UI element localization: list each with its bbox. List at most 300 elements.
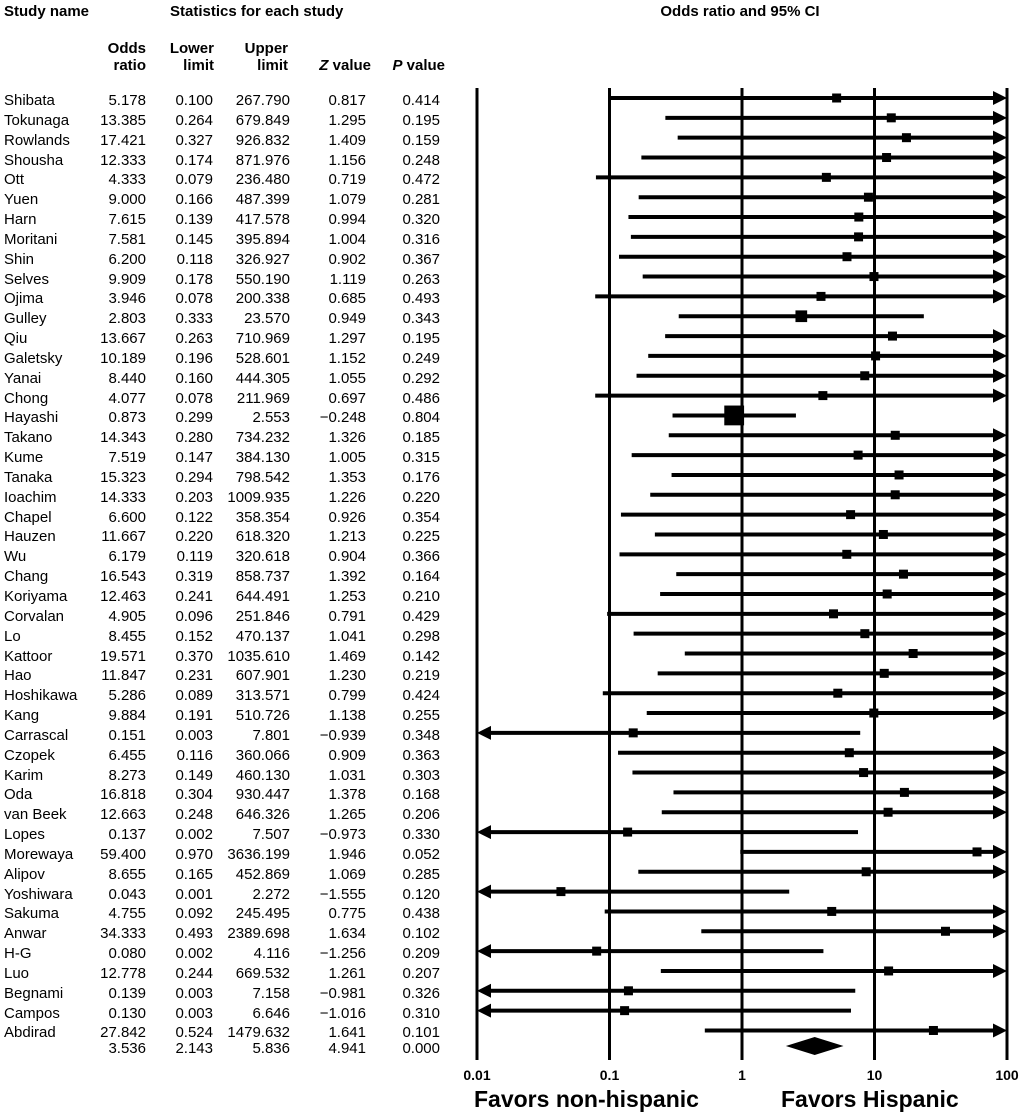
- upper-limit: 211.969: [236, 389, 290, 407]
- p-value: 0.168: [402, 786, 440, 804]
- upper-limit: 930.447: [235, 786, 290, 804]
- point-estimate: [854, 451, 863, 460]
- upper-limit: 6.646: [252, 1004, 290, 1022]
- ci-arrow-right: [993, 389, 1007, 403]
- odds-ratio: 19.571: [100, 647, 146, 665]
- lower-limit: 0.145: [175, 230, 213, 248]
- study-name: Corvalan: [4, 607, 65, 625]
- upper-limit: 646.326: [235, 806, 290, 824]
- p-value: 0.316: [402, 230, 440, 248]
- odds-ratio: 10.189: [100, 349, 146, 367]
- point-estimate: [869, 272, 878, 281]
- upper-limit: 313.571: [235, 687, 290, 705]
- study-name: Kume: [4, 449, 44, 467]
- x-tick-label: 10: [866, 1067, 883, 1083]
- ci-arrow-right: [993, 111, 1007, 125]
- z-value: 0.902: [328, 250, 366, 268]
- ci-arrow-right: [993, 666, 1007, 680]
- ci-arrow-right: [993, 865, 1007, 879]
- z-value: 1.069: [328, 865, 366, 883]
- z-value: 1.156: [328, 151, 366, 169]
- favors-left-label: Favors non-hispanic: [474, 1086, 699, 1112]
- odds-header-line2: ratio: [113, 57, 146, 74]
- plot-title-header: Odds ratio and 95% CI: [660, 3, 820, 20]
- z-value: 1.353: [328, 468, 366, 486]
- study-name: Anwar: [4, 925, 47, 943]
- z-value: −0.981: [319, 984, 366, 1002]
- odds-ratio: 0.137: [108, 826, 146, 844]
- point-estimate: [845, 748, 854, 757]
- odds-ratio: 12.333: [100, 151, 146, 169]
- odds-ratio: 8.273: [108, 766, 146, 784]
- point-estimate: [869, 709, 878, 718]
- study-name: Yanai: [4, 369, 42, 387]
- point-estimate: [829, 609, 838, 618]
- upper-limit: 384.130: [235, 449, 290, 467]
- p-value: 0.248: [402, 151, 440, 169]
- z-value: 1.055: [328, 369, 366, 387]
- z-value: 1.265: [328, 806, 366, 824]
- ci-arrow-right: [993, 448, 1007, 462]
- lower-limit: 0.244: [175, 964, 213, 982]
- lower-limit: 0.100: [175, 92, 213, 109]
- p-value: 0.486: [402, 389, 440, 407]
- z-value: 0.909: [328, 746, 366, 764]
- ci-arrow-right: [993, 428, 1007, 442]
- ci-arrow-left: [477, 1004, 491, 1018]
- odds-ratio: 3.946: [108, 290, 146, 308]
- odds-ratio: 6.179: [108, 548, 146, 566]
- lower-limit: 0.149: [175, 766, 213, 784]
- upper-limit: 7.158: [252, 984, 290, 1002]
- p-value: 0.320: [402, 211, 440, 229]
- study-name: Lopes: [4, 826, 45, 844]
- ci-arrow-right: [993, 587, 1007, 601]
- study-name: Kattoor: [4, 647, 53, 665]
- ci-arrow-right: [993, 349, 1007, 363]
- odds-ratio: 13.385: [100, 111, 146, 129]
- point-estimate: [822, 173, 831, 182]
- upper-limit: 7.507: [252, 826, 290, 844]
- odds-ratio: 16.543: [100, 568, 146, 586]
- z-value: 1.119: [329, 270, 366, 288]
- odds-ratio: 15.323: [100, 468, 146, 486]
- odds-ratio: 4.905: [108, 607, 146, 625]
- lower-limit: 0.524: [175, 1024, 213, 1042]
- z-value: −1.016: [319, 1004, 366, 1022]
- odds-ratio: 2.803: [108, 310, 146, 328]
- upper-limit: 7.801: [252, 726, 290, 744]
- lower-limit: 0.079: [175, 171, 213, 189]
- p-value: 0.220: [402, 488, 440, 506]
- p-value: 0.493: [402, 290, 440, 308]
- upper-limit: 1009.935: [227, 488, 290, 506]
- odds-ratio: 6.200: [108, 250, 146, 268]
- z-value: 1.005: [328, 449, 366, 467]
- point-estimate: [556, 887, 565, 896]
- upper-header-line1: Upper: [244, 40, 288, 57]
- point-estimate: [883, 590, 892, 599]
- lower-limit: 0.166: [175, 191, 213, 209]
- p-value: 0.298: [402, 627, 440, 645]
- point-estimate: [860, 371, 869, 380]
- upper-limit: 798.542: [235, 468, 290, 486]
- p-value: 0.210: [402, 588, 440, 605]
- p-value: 0.429: [402, 607, 440, 625]
- upper-limit: 251.846: [235, 607, 290, 625]
- p-value: 0.195: [402, 111, 440, 129]
- upper-limit: 360.066: [235, 746, 290, 764]
- p-value: 0.209: [402, 945, 440, 963]
- stats-title-header: Statistics for each study: [170, 3, 344, 20]
- point-estimate: [891, 490, 900, 499]
- lower-limit: 0.299: [175, 409, 213, 427]
- ci-arrow-right: [993, 488, 1007, 502]
- lower-limit: 0.096: [175, 607, 213, 625]
- lower-limit: 0.139: [175, 211, 213, 229]
- lower-limit: 0.191: [175, 707, 213, 725]
- study-name: Tokunaga: [4, 111, 70, 129]
- study-name: Rowlands: [4, 131, 70, 149]
- summary-diamond: [786, 1037, 844, 1055]
- lower-limit: 0.119: [176, 548, 213, 566]
- z-value: 1.378: [328, 786, 366, 804]
- point-estimate: [909, 649, 918, 658]
- p-value: 0.101: [402, 1024, 440, 1042]
- odds-ratio: 11.667: [101, 528, 146, 546]
- p-value: 0.219: [402, 667, 440, 685]
- study-name: Morewaya: [4, 845, 74, 863]
- p-value: 0.164: [402, 568, 440, 586]
- ci-arrow-right: [993, 627, 1007, 641]
- point-estimate: [929, 1026, 938, 1035]
- lower-limit: 0.178: [175, 270, 213, 288]
- ci-arrow-right: [993, 369, 1007, 383]
- odds-ratio: 4.077: [108, 389, 146, 407]
- lower-limit: 0.203: [175, 488, 213, 506]
- study-name: Tanaka: [4, 468, 53, 486]
- study-name: van Beek: [4, 806, 67, 824]
- summary-or: 3.536: [108, 1040, 146, 1057]
- lower-header-line1: Lower: [169, 40, 214, 57]
- odds-ratio: 6.455: [108, 746, 146, 764]
- point-estimate: [795, 310, 807, 322]
- lower-limit: 0.003: [175, 726, 213, 744]
- ci-arrow-right: [993, 190, 1007, 204]
- upper-limit: 2389.698: [227, 925, 290, 943]
- study-name: Moritani: [4, 230, 58, 248]
- lower-limit: 0.264: [175, 111, 213, 129]
- lower-limit: 0.248: [175, 806, 213, 824]
- point-estimate: [842, 550, 851, 559]
- study-name: Luo: [4, 964, 30, 982]
- upper-limit: 245.495: [235, 905, 290, 923]
- z-value: 1.031: [328, 766, 366, 784]
- point-estimate: [879, 530, 888, 539]
- ci-arrow-right: [993, 567, 1007, 581]
- p-value: 0.142: [402, 647, 440, 665]
- z-value: 1.079: [328, 191, 366, 209]
- odds-ratio: 12.463: [100, 588, 146, 605]
- odds-ratio: 0.873: [108, 409, 146, 427]
- ci-arrow-right: [993, 547, 1007, 561]
- z-value: −1.256: [319, 945, 366, 963]
- point-estimate: [900, 788, 909, 797]
- upper-limit: 3636.199: [227, 845, 290, 863]
- odds-ratio: 14.333: [100, 488, 146, 506]
- p-value: 0.255: [402, 707, 440, 725]
- study-name: Hao: [4, 667, 32, 685]
- point-estimate: [887, 113, 896, 122]
- odds-ratio: 5.286: [108, 687, 146, 705]
- lower-limit: 0.294: [175, 468, 213, 486]
- upper-limit: 395.894: [235, 230, 290, 248]
- z-value: 1.469: [328, 647, 366, 665]
- lower-limit: 0.165: [175, 865, 213, 883]
- point-estimate: [864, 193, 873, 202]
- study-name: Chapel: [4, 508, 52, 526]
- p-value: 0.303: [402, 766, 440, 784]
- odds-ratio: 8.440: [108, 369, 146, 387]
- p-value: 0.207: [402, 964, 440, 982]
- point-estimate: [895, 470, 904, 479]
- point-estimate: [623, 828, 632, 837]
- p-value: 0.438: [402, 905, 440, 923]
- upper-limit: 550.190: [235, 270, 290, 288]
- p-value: 0.159: [402, 131, 440, 149]
- p-value: 0.292: [402, 369, 440, 387]
- upper-limit: 734.232: [235, 429, 290, 447]
- upper-limit: 926.832: [235, 131, 290, 149]
- z-value: −1.555: [319, 885, 366, 903]
- upper-limit: 669.532: [235, 964, 290, 982]
- point-estimate: [624, 986, 633, 995]
- lower-limit: 0.078: [175, 290, 213, 308]
- summary-z: 4.941: [328, 1040, 366, 1057]
- study-name: Sakuma: [4, 905, 60, 923]
- z-value: 1.253: [328, 588, 366, 605]
- ci-arrow-right: [993, 1023, 1007, 1037]
- lower-limit: 0.152: [175, 627, 213, 645]
- upper-limit: 858.737: [235, 568, 290, 586]
- z-value: 1.297: [328, 330, 366, 348]
- lower-limit: 0.241: [175, 588, 213, 605]
- odds-ratio: 7.581: [108, 230, 146, 248]
- p-rest: value: [402, 57, 445, 74]
- upper-limit: 417.578: [235, 211, 290, 229]
- lower-limit: 0.493: [175, 925, 213, 943]
- lower-limit: 0.089: [175, 687, 213, 705]
- p-value: 0.363: [402, 746, 440, 764]
- upper-limit: 320.618: [235, 548, 290, 566]
- x-tick-label: 100: [995, 1067, 1019, 1083]
- lower-limit: 0.304: [175, 786, 213, 804]
- lower-limit: 0.116: [176, 746, 213, 764]
- odds-ratio: 9.000: [108, 191, 146, 209]
- z-value: 0.685: [328, 290, 366, 308]
- odds-ratio: 4.333: [108, 171, 146, 189]
- study-name-header: Study name: [4, 3, 90, 20]
- z-value: 1.641: [328, 1024, 366, 1042]
- p-value: 0.310: [402, 1004, 440, 1022]
- ci-arrow-right: [993, 607, 1007, 621]
- point-estimate: [871, 351, 880, 360]
- ci-arrow-right: [993, 91, 1007, 105]
- study-name: Czopek: [4, 746, 55, 764]
- lower-limit: 0.122: [175, 508, 213, 526]
- ci-arrow-left: [477, 726, 491, 740]
- upper-limit: 618.320: [235, 528, 290, 546]
- ci-arrow-left: [477, 944, 491, 958]
- study-name: Alipov: [4, 865, 45, 883]
- ci-arrow-right: [993, 230, 1007, 244]
- point-estimate: [592, 947, 601, 956]
- z-value: −0.939: [319, 726, 366, 744]
- upper-limit: 487.399: [235, 191, 290, 209]
- z-value: −0.248: [319, 409, 366, 427]
- odds-ratio: 16.818: [100, 786, 146, 804]
- point-estimate: [854, 232, 863, 241]
- lower-limit: 0.196: [175, 349, 213, 367]
- upper-limit: 1035.610: [227, 647, 290, 665]
- study-name: Shibata: [4, 92, 55, 109]
- lower-limit: 0.002: [175, 826, 213, 844]
- odds-ratio: 7.519: [108, 449, 146, 467]
- study-name: Hoshikawa: [4, 687, 78, 705]
- point-estimate: [832, 94, 841, 103]
- odds-ratio: 5.178: [108, 92, 146, 109]
- study-name: Galetsky: [4, 349, 63, 367]
- lower-limit: 0.327: [175, 131, 213, 149]
- p-value: 0.366: [402, 548, 440, 566]
- p-value: 0.330: [402, 826, 440, 844]
- z-value: 1.226: [328, 488, 366, 506]
- study-name: H-G: [4, 945, 32, 963]
- upper-limit: 1479.632: [227, 1024, 290, 1042]
- ci-arrow-right: [993, 250, 1007, 264]
- study-name: Harn: [4, 211, 37, 229]
- odds-ratio: 0.080: [108, 945, 146, 963]
- p-value: 0.281: [402, 191, 440, 209]
- study-name: Oda: [4, 786, 33, 804]
- odds-ratio: 8.455: [108, 627, 146, 645]
- p-value: 0.225: [402, 528, 440, 546]
- odds-ratio: 14.343: [100, 429, 146, 447]
- point-estimate: [816, 292, 825, 301]
- study-name: Yuen: [4, 191, 39, 209]
- ci-arrow-right: [993, 508, 1007, 522]
- odds-ratio: 17.421: [100, 131, 146, 149]
- point-estimate: [902, 133, 911, 142]
- point-estimate: [899, 570, 908, 579]
- summary-p: 0.000: [402, 1040, 440, 1057]
- z-value: 0.719: [328, 171, 366, 189]
- odds-ratio: 6.600: [108, 508, 146, 526]
- z-value: 1.326: [328, 429, 366, 447]
- study-name: Karim: [4, 766, 44, 784]
- summary-ul: 5.836: [252, 1040, 290, 1057]
- z-value: 1.634: [328, 925, 366, 943]
- point-estimate: [818, 391, 827, 400]
- point-estimate: [833, 689, 842, 698]
- upper-limit: 2.553: [252, 409, 290, 427]
- z-value: 1.041: [328, 627, 366, 645]
- study-name: Abdirad: [4, 1024, 56, 1042]
- upper-limit: 470.137: [235, 627, 290, 645]
- p-value: 0.424: [402, 687, 440, 705]
- favors-right-label: Favors Hispanic: [781, 1086, 959, 1112]
- ci-arrow-right: [993, 785, 1007, 799]
- lower-limit: 0.078: [175, 389, 213, 407]
- ci-arrow-right: [993, 151, 1007, 165]
- x-tick-label: 0.01: [463, 1067, 491, 1083]
- z-value: 1.295: [328, 111, 366, 129]
- p-value: 0.472: [402, 171, 440, 189]
- ci-arrow-right: [993, 647, 1007, 661]
- ci-arrow-right: [993, 210, 1007, 224]
- lower-limit: 0.370: [175, 647, 213, 665]
- study-name: Begnami: [4, 984, 64, 1002]
- z-value: 1.004: [328, 230, 366, 248]
- ci-arrow-right: [993, 329, 1007, 343]
- study-name: Selves: [4, 270, 50, 288]
- lower-limit: 0.231: [175, 667, 213, 685]
- point-estimate: [620, 1006, 629, 1015]
- upper-limit: 2.272: [252, 885, 290, 903]
- p-value: 0.326: [402, 984, 440, 1002]
- odds-ratio: 59.400: [100, 845, 146, 863]
- ci-arrow-right: [993, 706, 1007, 720]
- study-name: Hayashi: [4, 409, 59, 427]
- ci-arrow-right: [993, 904, 1007, 918]
- p-value: 0.120: [402, 885, 440, 903]
- odds-ratio: 27.842: [100, 1024, 146, 1042]
- ci-arrow-right: [993, 805, 1007, 819]
- z-value: 1.230: [328, 667, 366, 685]
- study-name: Lo: [4, 627, 21, 645]
- point-estimate: [842, 252, 851, 261]
- ci-arrow-right: [993, 766, 1007, 780]
- ci-arrow-right: [993, 924, 1007, 938]
- point-estimate: [860, 629, 869, 638]
- lower-limit: 0.280: [175, 429, 213, 447]
- study-name: Carrascal: [4, 726, 69, 744]
- point-estimate: [724, 406, 744, 426]
- point-estimate: [884, 808, 893, 817]
- ci-arrow-right: [993, 131, 1007, 145]
- lower-limit: 0.092: [175, 905, 213, 923]
- odds-ratio: 0.130: [108, 1004, 146, 1022]
- lower-limit: 0.220: [175, 528, 213, 546]
- study-name: Wu: [4, 548, 27, 566]
- z-value: 1.946: [328, 845, 366, 863]
- study-name: Hauzen: [4, 528, 56, 546]
- p-italic: P: [392, 57, 403, 74]
- upper-limit: 326.927: [235, 250, 290, 268]
- study-name: Chong: [4, 389, 49, 407]
- odds-ratio: 11.847: [101, 667, 146, 685]
- ci-arrow-left: [477, 885, 491, 899]
- study-name: Chang: [4, 568, 49, 586]
- odds-ratio: 34.333: [100, 925, 146, 943]
- p-value: 0.176: [402, 468, 440, 486]
- point-estimate: [859, 768, 868, 777]
- upper-limit: 4.116: [253, 945, 290, 963]
- lower-limit: 0.001: [175, 885, 213, 903]
- ci-arrow-right: [993, 270, 1007, 284]
- point-estimate: [941, 927, 950, 936]
- x-tick-label: 0.1: [599, 1067, 620, 1083]
